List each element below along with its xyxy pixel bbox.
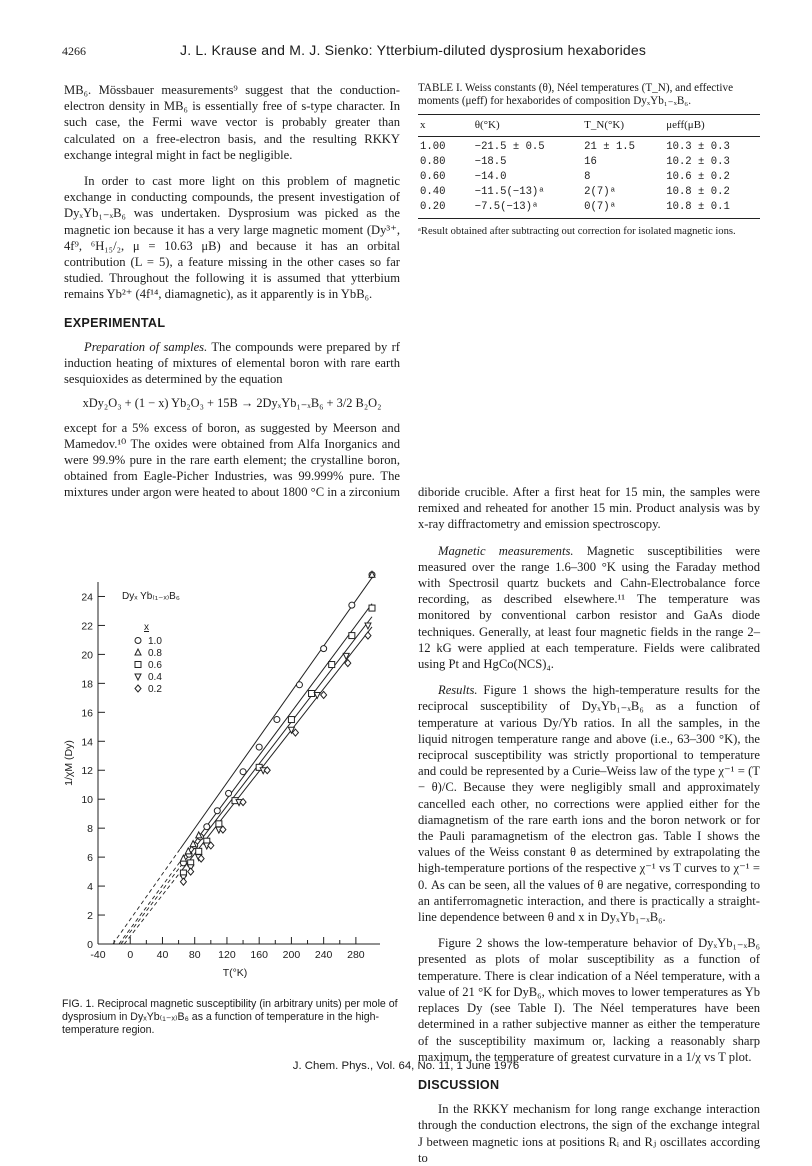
data-point-1.0: [204, 824, 210, 830]
x-tick-label: 80: [188, 949, 201, 961]
legend-marker-1.0: [135, 638, 141, 644]
data-point-0.8: [180, 855, 186, 861]
legend-marker-0.4: [135, 674, 141, 680]
section-heading-discussion: DISCUSSION: [418, 1077, 500, 1092]
x-tick-label: 0: [127, 949, 134, 961]
x-tick-label: 240: [314, 949, 333, 961]
legend-label-0.6: 0.6: [148, 660, 162, 671]
paragraph-magnetic: [418, 543, 760, 673]
paragraph-preparation: [64, 339, 400, 388]
table-cell: 10.3 ± 0.3: [666, 141, 730, 153]
paragraph-results: [418, 682, 760, 925]
running-title: J. L. Krause and M. J. Sienko: Ytterbium-diluted dysprosium hexaborides: [180, 42, 647, 58]
figure-caption: FIG. 1. Reciprocal magnetic susceptibility (in arbitrary units) per mole of dysprosium in DyₓYb₍₁₋ₓ₎B₆ as a function of temperature in the high-temperature region.: [62, 998, 398, 1036]
table-1: [418, 82, 760, 238]
data-point-0.2: [321, 691, 327, 698]
data-point-0.6: [288, 717, 294, 723]
chart-axes: [63, 582, 380, 979]
table-cell: −14.0: [474, 171, 507, 183]
subsection-title: Magnetic measurements.: [438, 543, 574, 558]
y-tick-label: 20: [81, 649, 93, 662]
table-cell: 8: [584, 171, 591, 183]
paragraph-text: Magnetic susceptibilities were measured over the range 1.6–300 °K using the Faraday method with Spectrosil quartz buckets and Cahn-Electrobalance force recording, as described elsewhere.¹¹ The temperature was monitored by conventional carbon resistor and GaAs diode techniques. Generally, at least four magnetic fields in the range 2–12 kG were applied at each temperature. Fields were calibrated using Pt and HgCo(NCS)₄.: [418, 543, 760, 672]
fit-line-extrapolation-0.2: [124, 872, 180, 944]
legend-marker-0.6: [135, 662, 141, 668]
table-caption: TABLE I. Weiss constants (θ), Néel temperatures (T_N), and effective moments (μeff) for hexaborides of composition DyₓYb₁₋ₓB₆.: [418, 82, 734, 107]
table-cell: −18.5: [474, 156, 507, 168]
x-axis-label: T(°K): [222, 967, 248, 979]
data-point-0.6: [216, 821, 222, 827]
data-point-0.2: [188, 868, 194, 875]
table-cell: −21.5 ± 0.5: [474, 141, 545, 153]
table-cell: 10.6 ± 0.2: [666, 171, 730, 183]
data-point-1.0: [274, 717, 280, 723]
data-point-0.6: [329, 662, 335, 668]
legend-label-0.4: 0.4: [148, 672, 162, 683]
legend-header: x: [144, 622, 149, 633]
data-point-0.2: [180, 878, 186, 885]
x-tick-label: 200: [282, 949, 301, 961]
journal-citation: J. Chem. Phys., Vol. 64, No. 11, 1 June 1976: [292, 1060, 520, 1072]
y-tick-label: 2: [87, 910, 93, 923]
table-cell: 0.80: [420, 156, 446, 168]
fit-line-1.0: [180, 578, 372, 849]
data-point-1.0: [240, 769, 246, 775]
subsection-title: Results.: [438, 683, 478, 698]
data-point-0.6: [349, 633, 355, 639]
y-tick-label: 10: [81, 794, 93, 807]
paragraph: except for a 5% excess of boron, as suggested by Meerson and Mamedov.¹⁰ The oxides were obtained from Alfa Inorganics and were 99.9% pure in the rare earth element; the crystalline boron, obtained from Eagle-Picher Industries, was 99.999% pure. The mixtures under argon were heated to about 1800 °C in a zirconium: [64, 420, 400, 500]
table-cell: 0.20: [418, 200, 473, 219]
data-point-1.0: [226, 790, 232, 796]
y-tick-label: 8: [87, 823, 93, 836]
data-point-0.4: [343, 653, 349, 659]
table-cell: −7.5(−13)ᵃ: [473, 200, 582, 219]
table-cell: −11.5(−13)ᵃ: [474, 186, 545, 198]
fit-line-extrapolation-1.0: [113, 849, 180, 944]
table-cell: 10.8 ± 0.2: [666, 186, 730, 198]
y-tick-label: 18: [81, 678, 93, 691]
data-point-0.4: [314, 692, 320, 698]
chart-title: Dyₓ Yb₍₁₋ₓ₎B₆: [122, 591, 180, 602]
data-point-1.0: [214, 808, 220, 814]
table-cell: 1.00: [420, 141, 446, 153]
table-row: [418, 137, 760, 156]
y-tick-label: 12: [81, 765, 93, 778]
section-heading-experimental: EXPERIMENTAL: [64, 315, 166, 330]
x-tick-label: 280: [347, 949, 365, 961]
paragraph: In order to cast more light on this problem of magnetic exchange in conducting compounds, the present investigation of DyₓYb₁₋ₓB₆ was undertaken. Dysprosium was picked as the magnetic ion because it has a very large magnetic moment (Dy³⁺, 4f⁹, ⁶H₁₅/₂, μ = 10.63 μB) and because it has an orbital contribution (L = 5), a feature missing in the other cases so far studied. Throughout the following it is assumed that ytterbium remains Yb²⁺ (4f¹⁴, diamagnetic), as it apparently is in YbB₆.: [64, 174, 400, 302]
y-tick-label: 4: [87, 881, 93, 894]
paragraph-text: Figure 1 shows the high-temperature results for the reciprocal susceptibility of DyₓYb₁₋ₓB₆ as a function of temperature at various Dy/Yb ratios. In all the samples, in the liquid nitrogen temperature range and above (i.e., 63–300 °K), the reciprocal susceptibility was strictly proportional to temperature and could be represented by a Curie–Weiss law of the type χ⁻¹ = (T − θ)/C. Because they were negligibly small and approximately cancelled each other, no corrections were applied either for the diamagnetism of the rare earth ions and the boron network or for the Pauli paramagnetism of the electron gas. Table I shows the values of the Weiss constant θ as determined by extrapolating the high-temperature portions of the respective χ⁻¹ vs T curves to χ⁻¹ = 0. As can be seen, all the values of θ are negative, corresponding to an antiferromagnetic interaction, and there is practically a straight-line dependence between θ and x in DyₓYb₁₋ₓB₆.: [418, 683, 760, 925]
table-header: T_N(°K): [582, 115, 664, 137]
table-row: [418, 170, 760, 185]
legend-marker-0.2: [135, 685, 141, 692]
table-cell: 21 ± 1.5: [584, 141, 636, 153]
legend-label-0.8: 0.8: [148, 648, 162, 659]
fit-line-extrapolation-0.6: [119, 862, 180, 944]
legend-label-0.2: 0.2: [148, 684, 162, 695]
x-tick-label: 160: [250, 949, 268, 961]
table-cell: 0.40: [420, 186, 446, 198]
table-header: x: [418, 115, 473, 137]
table-footnote: ᵃResult obtained after subtracting out correction for isolated magnetic ions.: [418, 226, 736, 237]
fit-line-extrapolation-0.4: [121, 867, 180, 944]
table-cell: 2(7)ᵃ: [584, 186, 616, 198]
x-tick-label: -40: [90, 949, 106, 961]
chart-fit-lines: [113, 578, 372, 944]
y-tick-label: 0: [87, 939, 93, 951]
left-column: [64, 82, 400, 501]
data-point-1.0: [256, 744, 262, 750]
equation: xDy₂O₃ + (1 − x) Yb₂O₃ + 15B → 2DyₓYb₁₋ₓB₆ + 3/2 B₂O₂: [82, 396, 382, 411]
fit-line-0.2: [180, 627, 372, 872]
legend-marker-0.8: [135, 649, 141, 655]
data-point-0.6: [309, 690, 315, 696]
table-header: μeff(μB): [664, 115, 760, 137]
table-row: [418, 185, 760, 200]
y-axis-label: 1/χM (Dy): [63, 740, 75, 786]
data-point-1.0: [321, 646, 327, 652]
data-point-0.6: [196, 848, 202, 854]
table-cell: 0(7)ᵃ: [582, 200, 664, 219]
fit-line-0.6: [180, 604, 372, 862]
weiss-constant-table: [418, 114, 760, 219]
figure-1-chart: [56, 572, 396, 997]
table-cell: 10.8 ± 0.1: [664, 200, 760, 219]
chart-points: [180, 571, 375, 885]
data-point-1.0: [349, 602, 355, 608]
paragraph: In the RKKY mechanism for long range exchange interaction through the conduction electrons, the sign of the exchange integral J between magnetic ions at positions Rᵢ and Rⱼ oscillates according to: [418, 1102, 760, 1165]
data-point-0.2: [365, 632, 371, 639]
paragraph: Figure 2 shows the low-temperature behavior of DyₓYb₁₋ₓB₆ presented as plots of molar susceptibility as a function of temperature. There is clear indication of a Néel temperature, with a value of 21 °K for DyB₆, which moves to lower temperatures as Yb replaces Dy (see Table I). The Néel temperatures have been determined in a rather subjective manner as either the temperature of the susceptibility maximum or, lacking a reasonably sharp maximum, the temperature of greatest curvature in a 1/χ vs T plot.: [418, 936, 760, 1064]
x-tick-label: 40: [156, 949, 169, 961]
table-cell: 16: [584, 156, 597, 168]
table-cell: 10.2 ± 0.3: [666, 156, 730, 168]
chart-legend: [122, 591, 180, 695]
y-tick-label: 24: [81, 591, 93, 604]
y-tick-label: 16: [81, 707, 93, 720]
paragraph: MB₆. Mössbauer measurements⁹ suggest that the conduction-electron density in MB₆ is essentially free of s-type character. In such case, the Fermi wave vector is probably greater than calculated on a free-electron basis, and the resulting RKKY exchange integral might in fact be negligible.: [64, 83, 400, 162]
y-tick-label: 14: [81, 736, 93, 749]
paragraph: diboride crucible. After a first heat for 15 min, the samples were remixed and reheated for another 15 min. Product analysis was by x-ray diffractometry and emission spectroscopy.: [418, 485, 760, 532]
y-tick-label: 22: [81, 620, 93, 633]
subsection-title: Preparation of samples.: [84, 339, 208, 354]
table-row: [418, 200, 760, 219]
page-number: 4266: [62, 44, 86, 58]
table-row: [418, 155, 760, 170]
table-cell: 0.60: [420, 171, 446, 183]
legend-label-1.0: 1.0: [148, 636, 162, 647]
data-point-0.6: [369, 605, 375, 611]
x-tick-label: 120: [218, 949, 236, 961]
paragraph-text: The compounds were prepared by rf induction heating of mixtures of elemental boron with rare earth sesquioxides as determined by the equation: [64, 339, 401, 387]
y-tick-label: 6: [87, 852, 93, 865]
data-point-1.0: [296, 682, 302, 688]
table-header: θ(°K): [473, 115, 582, 137]
data-point-0.4: [365, 623, 371, 629]
